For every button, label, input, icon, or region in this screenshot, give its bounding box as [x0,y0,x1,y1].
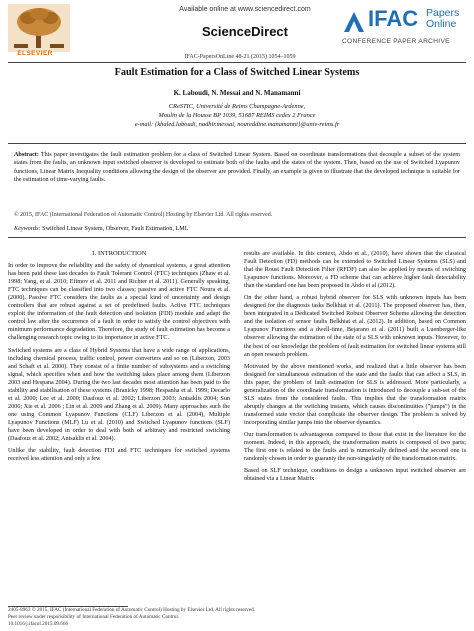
abstract-bottom-rule [8,237,466,238]
body-paragraph: On the other hand, a robust hybrid observer for SLS with unknown inputs has been designed for the diagnosis tasks Belkhiat et al. (2011). The proposed observer has, then, been integrated in a Dedicated Switched Robust Observer Scheme allowing the detection and the isolation of sensor faults Belkhiat et al. (2012). In addition, based on Common Lyapunov Functions and a dwell-time, Bejarano et al. (2011) built a Luenberger-like observer allowing the estimation of the state of a SLS with unknown inputs. However, to the best of our knowledge the problem of fault estimation for switched linear systems still an open research problem. [244,295,466,358]
body-paragraph: In order to improve the reliability and the safety of dynamical systems, a great attention has been paid these last decades to Fault Tolerant Control (FTC) techniques (Zhaw et al. 1998; Yang, et al. 2010; Efimov et al. 2011 and Richter et al. 2011). Generally speaking, FTC techniques can be classified into two classes; passive and active FTC Noura et al. (2000). Passive FTC considers the faults as a special kind of uncertainty and design controllers that are robust against a set of predefined faults. Active FTC techniques exploit the information of the fault detection and isolation (FDI) module and adapt the control law after the occurrence of a fault in order to satisfy the control objectives with minimum performance degradation. Therefore, the study of fault estimation has become a challenging research topic owing to its importance in active FTC. [8,263,230,342]
elsevier-label: ELSEVIER [17,50,53,57]
section-heading: 1. INTRODUCTION [91,250,147,257]
journal-header [0,0,474,64]
body-paragraph: Based on SLF technique, conditions to design a unknown input switched observer are obtained via a Linear Matrix [244,468,466,483]
footnote-peer-review: Peer review under responsibility of International Federation of Automatic Control. [8,614,180,620]
affiliation-email: e-mail: {khaled.laboudi, nadhir.messai, noureddine.manamanni}@univ-reims.fr [134,121,340,128]
paper-title: Fault Estimation for a Class of Switched Linear Systems [114,67,360,78]
abstract-top-rule [8,143,466,144]
keywords-label: Keywords: [14,225,41,232]
ifac-papers-text: Papers [426,7,460,19]
paper-authors: K. Laboudi, N. Messai and N. Manamanni [173,89,301,97]
abstract-body: This paper investigates the fault estimation problem for a class of Switched Linear System. Based on coordinate transformations that decouple a subset of the system states from the faults, an unknown input switched observer is developed to estimate both of the faults and the states of the system. Then, based on the use of Switched Lyapunov functions, Linear Matrix Inequality conditions allowing the design of the observer are provided. Finally, an example is given to illustrate that the developed technique is suitable for the estimation of time-varying faults. [14,152,460,183]
abstract [14,151,460,184]
journal-reference: IFAC-PapersOnLine 48-21 (2015) 1054–1059 [184,54,296,60]
footnote-issn: 2405-8963 © 2015, IFAC (International Federation of Automatic Control) Hosting by Elsevier Ltd. All rights reserved. [8,607,256,613]
conference-paper-archive-text: CONFERENCE PAPER ARCHIVE [342,38,450,45]
body-paragraph: results are available. In this context, Abdo et al., (2010), have shown that the classical Fault Detection (FD) methods can be extended to Switched Linear Systems (SLS) and that the Roust Fault Detection Filter (RFDF) can also be applied by means of switching Lyapunov functions. Moreover, a FD scheme that can achieve higher fault detectability than the standard one has been proposed in Abdo et al (2012). [244,251,466,290]
keywords-list: Switched Linear System, Observer, Fault Estimation, LMI. [42,225,189,232]
abstract-label: Abstract: [14,152,39,158]
body-paragraph: Switched systems are a class of Hybrid Systems that have a wide range of applications, including chemical process, traffic control, power converters and so on (Liberzon, 2003 and Schaft et al. 2000). They consist of a finite number of subsystems and a switching signal, which specifies when and how the switching takes place among them (Liberzon 2003 and Hespana 2004). During the two last decades most attention has been paid to the stability and stabilisation of these systems (Branicky 1998; Hespanha et al. 1999; Decarlo et al. 2000; Lee et al. 2000; Daafouz et al. 2002; Liberzon 2003; Antsaklis 2004; Sun 2006; Xie et al. 2006 ; Lin et al. 2009 and Zhang et al. 2009). Many approaches such the one using Common Lyapunov Functions (CLF) Liberzon et al. (2004), Multiple Lyapunov Functions (MLF) Lu et al. (2010) and Switched Lyapunov functions (SLF) have been developed in order to deal with both of arbitrary and restricted switching (Daafouz et al. 2002; Antsaklis et al. 2004). [8,347,230,443]
footnote-doi: 10.1016/j.ifacol.2015.09.666 [8,621,69,627]
sciencedirect-title: ScienceDirect [202,24,288,39]
keywords [14,225,460,232]
body-paragraph: Unlike the stability, fault detection FDI and FTC techniques for switched systems received less attention and only a few [8,448,230,463]
ifac-online-text: Online [426,18,457,30]
body-left-column [8,250,230,467]
copyright-notice: © 2015, IFAC (International Federation of Automatic Control) Hosting by Elsevier Ltd. All rights reserved. [14,212,273,218]
affiliation-line-1: CReSTIC, Université de Reims Champagne-Ardenne, [168,103,306,110]
body-paragraph: Motivated by the above mentioned works, and realized that a little observer has been designed for simultaneous estimation of the state and the faults that can affect a SLS, in this paper, the problem of fault estimation for SLS is addressed. More particularly, a generalization of the coordinate transformation is introduced to decouple a sub-set of the SLS states from the considered faults. This implies that the transformation matrix abruptly changes at the switching instants, which causes discontinuities ("jumps") in the transformed state vector that complicate the observer design. The problem is solved by incorporating similar jumps into the observer dynamics. [244,363,466,426]
body-right-column [244,250,466,487]
ifac-papers-online-logo [342,4,468,54]
ifac-logo-word: IFAC [368,6,419,31]
affiliation-line-2: Moulin de la Housse BP 1039, 51687 REIMS cedex 2 France [158,112,316,119]
available-online-text: Available online at www.sciencedirect.com [179,6,311,13]
ifac-logo-icon [342,10,366,34]
body-paragraph: Our transformation is advantageous compared to those that exist in the literature for the moment. Indeed, in this approach, the transformation matrix is composed of two parts; The first one is related to the faults and is numerically defined and the second one is randomly chosen in order to guaranty the non-singularity of the transformation matrix. [244,431,466,463]
header-divider [8,62,466,63]
